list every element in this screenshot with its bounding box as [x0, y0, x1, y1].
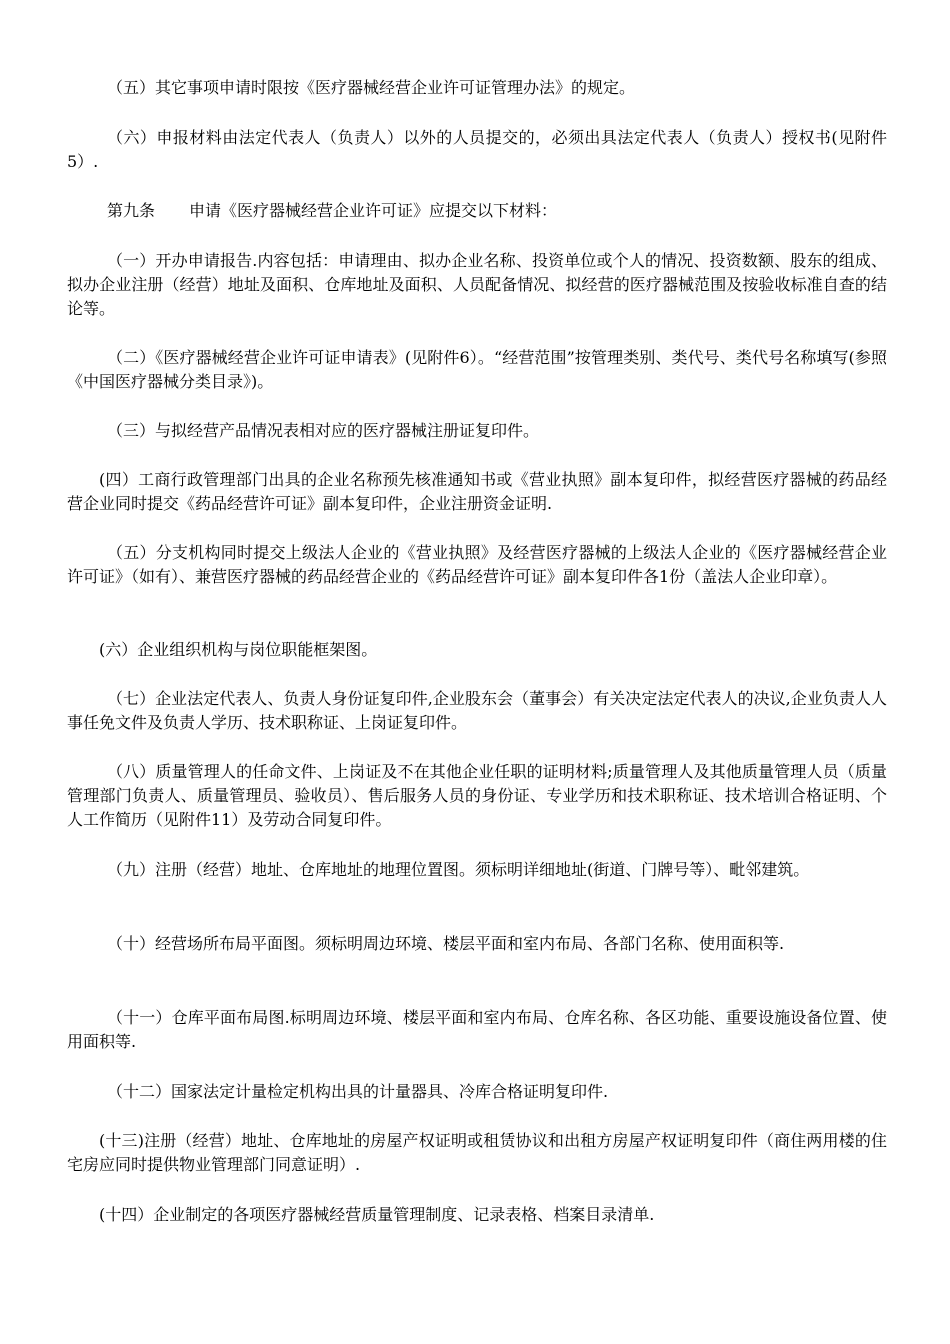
item-1: （一）开办申请报告.内容包括：申请理由、拟办企业名称、投资单位或个人的情况、投资数额、股东的组成、拟办企业注册（经营）地址及面积、仓库地址及面积、人员配备情况、拟经营的医疗器械范围及按验收标准自查的结论等。 [67, 251, 887, 318]
item-13: (十三)注册（经营）地址、仓库地址的房屋产权证明或租赁协议和出租方房屋产权证明复印件（商住两用楼的住宅房应同时提供物业管理部门同意证明）. [67, 1131, 887, 1174]
item-14: (十四）企业制定的各项医疗器械经营质量管理制度、记录表格、档案目录清单. [99, 1205, 655, 1224]
item-8: （八）质量管理人的任命文件、上岗证及不在其他企业任职的证明材料;质量管理人及其他质量管理人员（质量管理部门负责人、质量管理员、验收员）、售后服务人员的身份证、专业学历和技术职称证、技术培训合格证明、个人工作简历（见附件11）及劳动合同复印件。 [67, 762, 887, 829]
item-12: （十二）国家法定计量检定机构出具的计量器具、冷库合格证明复印件. [107, 1082, 609, 1101]
item-3: （三）与拟经营产品情况表相对应的医疗器械注册证复印件。 [107, 421, 540, 440]
item-4: (四）工商行政管理部门出具的企业名称预先核准通知书或《营业执照》副本复印件，拟经营医疗器械的药品经营企业同时提交《药品经营许可证》副本复印件，企业注册资金证明. [67, 470, 887, 513]
item-5: （五）分支机构同时提交上级法人企业的《营业执照》及经营医疗器械的上级法人企业的《医疗器械经营企业许可证》（如有）、兼营医疗器械的药品经营企业的《药品经营许可证》副本复印件各1份（盖法人企业印章）。 [67, 543, 887, 586]
paragraph-5: （五）其它事项申请时限按《医疗器械经营企业许可证管理办法》的规定。 [107, 78, 636, 97]
item-6: (六）企业组织机构与岗位职能框架图。 [99, 640, 378, 659]
item-9: （九）注册（经营）地址、仓库地址的地理位置图。须标明详细地址(街道、门牌号等）、毗邻建筑。 [107, 860, 810, 879]
article-9-text: 申请《医疗器械经营企业许可证》应提交以下材料： [189, 201, 558, 220]
item-2: （二）《医疗器械经营企业许可证申请表》(见附件6）。“经营范围”按管理类别、类代号、类代号名称填写(参照《中国医疗器械分类目录》)。 [67, 348, 887, 391]
item-7: （七）企业法定代表人、负责人身份证复印件,企业股东会（董事会）有关决定法定代表人的决议,企业负责人人事任免文件及负责人学历、技术职称证、上岗证复印件。 [67, 689, 887, 732]
paragraph-6: （六）申报材料由法定代表人（负责人）以外的人员提交的，必须出具法定代表人（负责人）授权书(见附件5）. [67, 128, 887, 171]
article-number: 第九条 [107, 201, 156, 220]
item-11: （十一）仓库平面布局图.标明周边环境、楼层平面和室内布局、仓库名称、各区功能、重要设施设备位置、使用面积等. [67, 1008, 887, 1051]
article-9-heading [67, 199, 887, 223]
item-10: （十）经营场所布局平面图。须标明周边环境、楼层平面和室内布局、各部门名称、使用面积等. [107, 934, 785, 953]
